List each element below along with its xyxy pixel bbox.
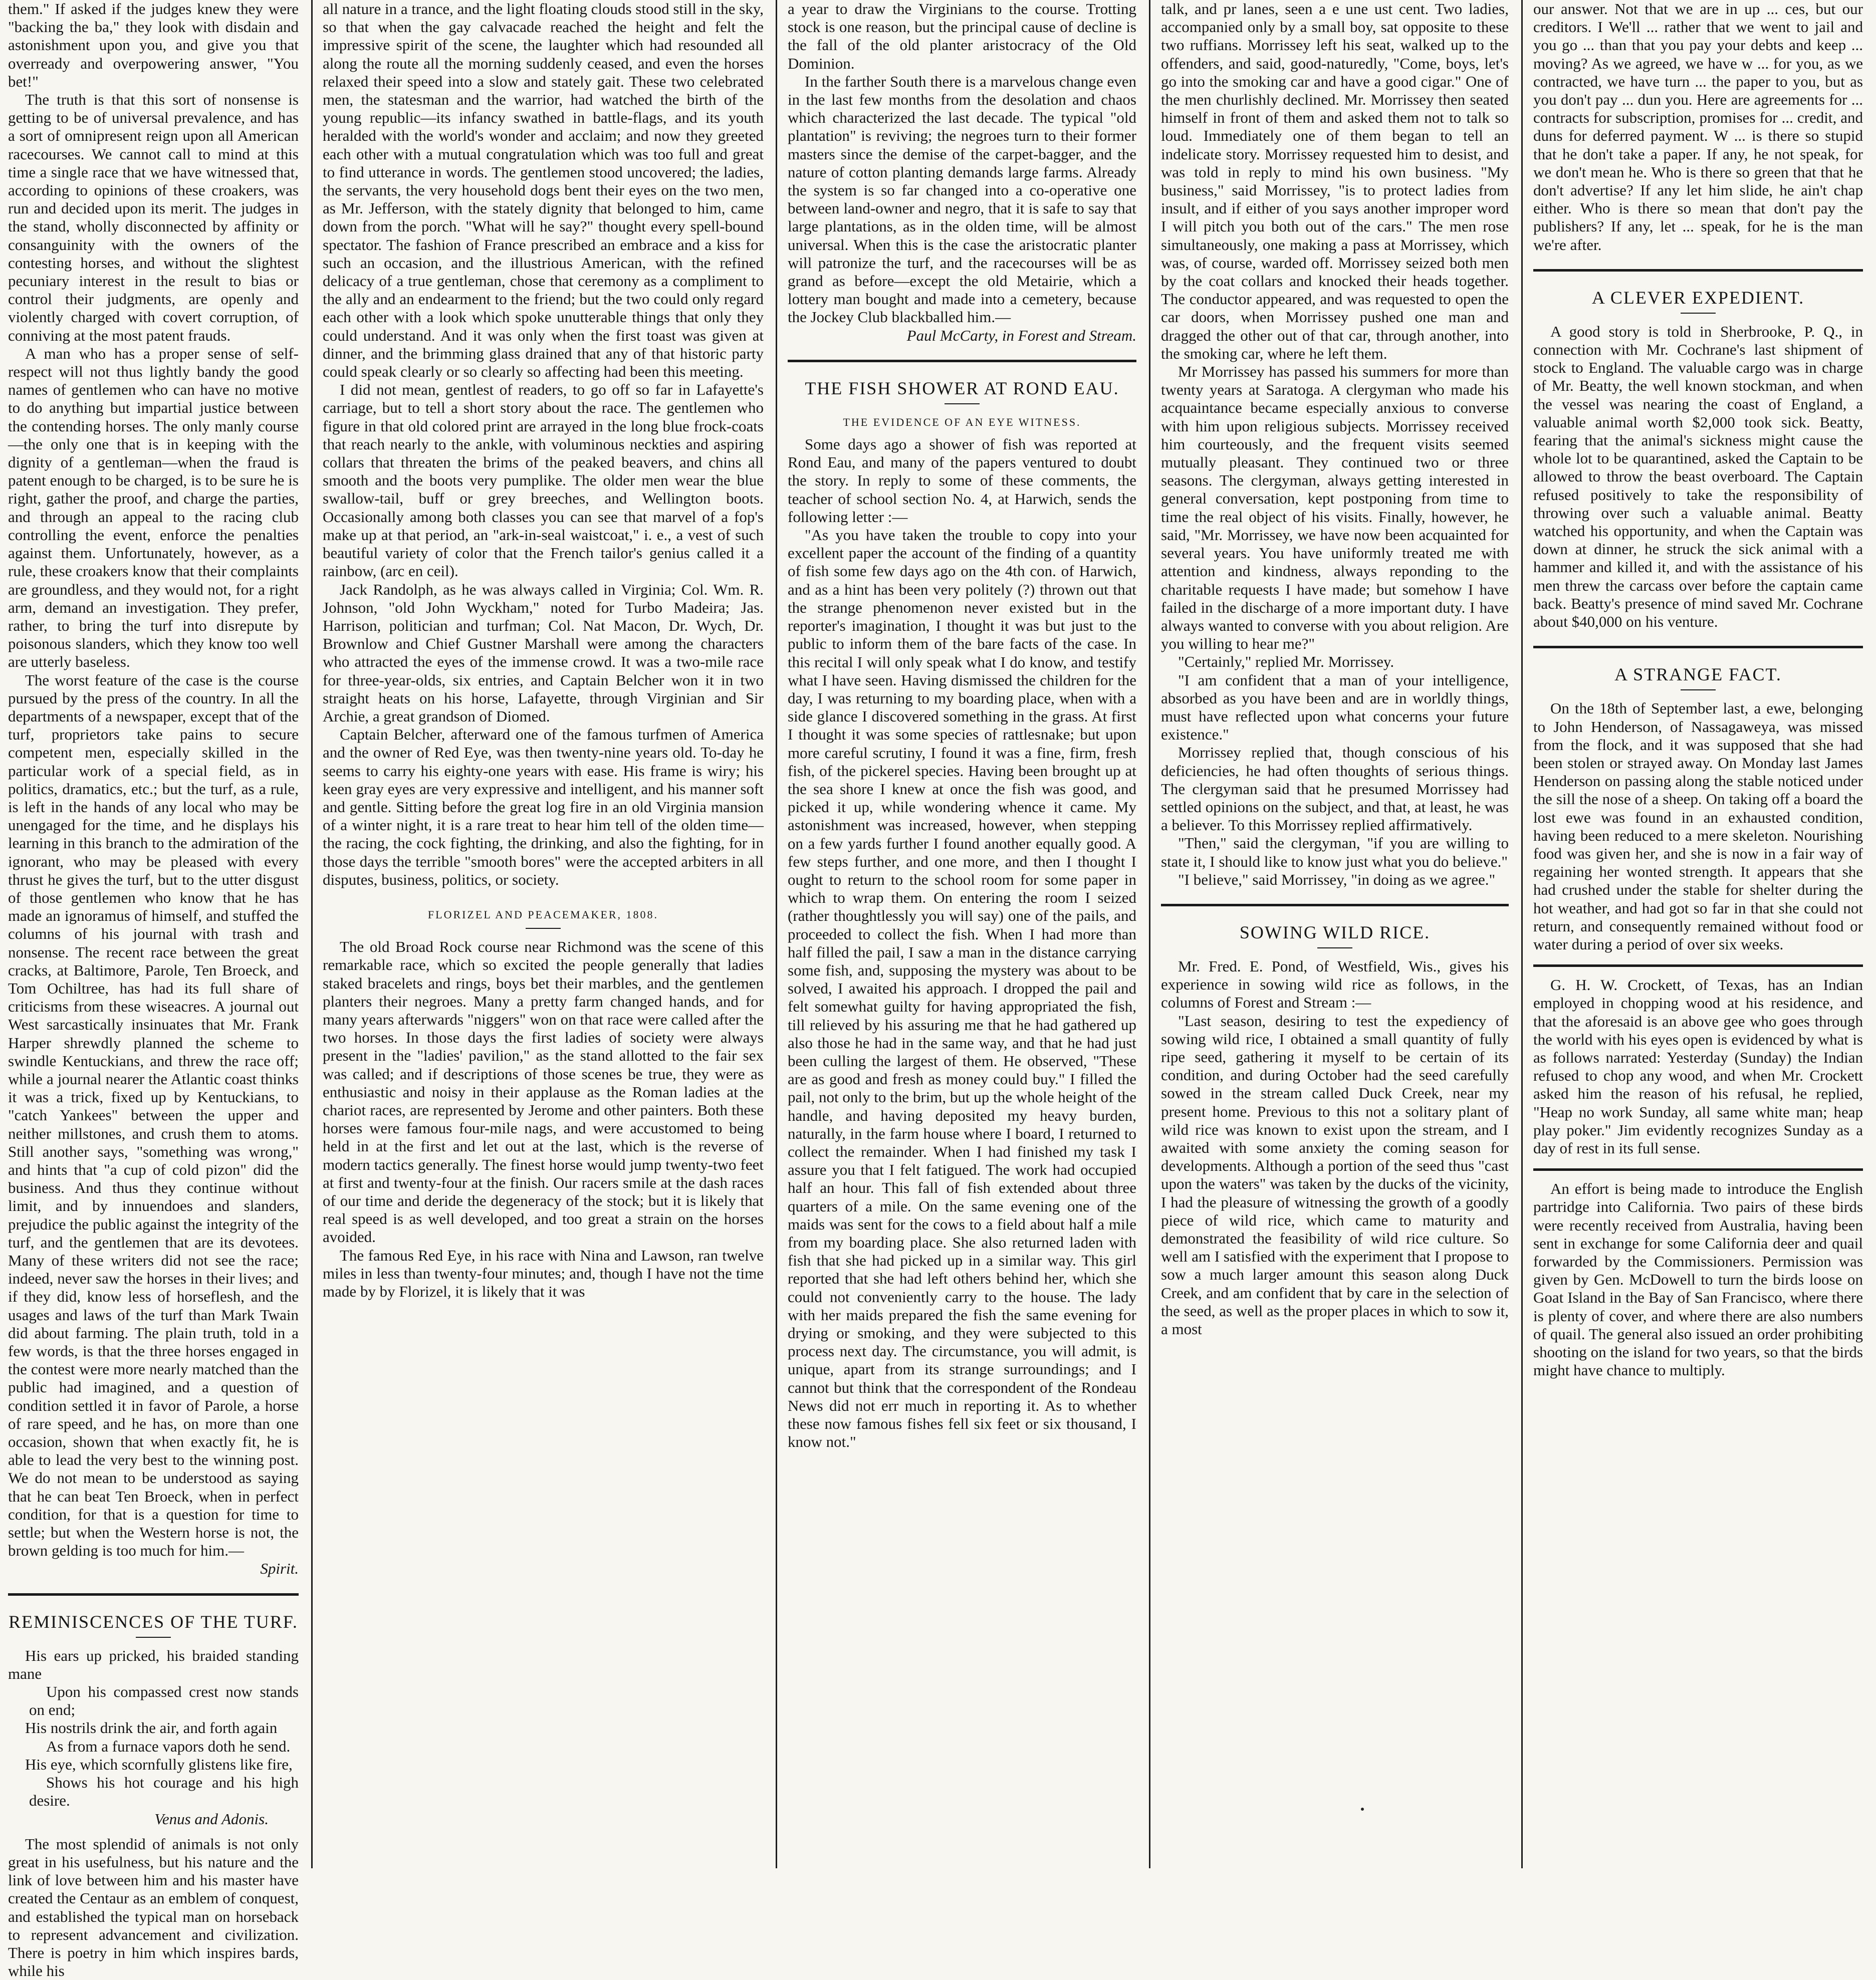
- section-divider: [1533, 269, 1863, 272]
- poem-line: As from a furnace vapors doth he send.: [46, 1737, 291, 1755]
- article-text: "I believe," said Morrissey, "in doing as we agree.": [1178, 870, 1496, 888]
- article-text: Jack Randolph, as he was always called in Virginia; Col. Wm. R. Johnson, "old John Wyckham," noted for Turbo Madeira; Jas. Harrison, politician and turfman; Col. Nat Macon, Dr. Wych, Dr. Brownlow and Chief Gustner Marshall were among the characters who attracted the eyes of the immense crowd. It was a two-mile race for three-year-olds, six entries, and Captain Belcher won it in two straight heats on his horse, Lafayette, through Virginian and Sir Archie, a great grandson of Diomed.: [323, 580, 764, 725]
- article-text: Mr Morrissey has passed his summers for more than twenty years at Saratoga. A clergyman who made his acquaintance became especially anxious to converse with him upon religious subjects. Morrissey received him courteously, and the frequent visits seemed mutually pleasant. They continued two or three seasons. The clergyman, always getting interested in general conversation, kept postponing from time to time the real object of his visits. Finally, however, he said, "Mr. Morrissey, we have now been acquainted for several years. You have uniformly treated me with attention and kindness, always reponding to the charitable requests I have made; but somehow I have failed in the discharge of a more important duty. I have always wanted to converse with you about religion. Are you willing to hear me?": [1161, 363, 1509, 653]
- article-text: Morrissey replied that, though conscious of his deficiencies, he had often thoughts of serious things. The clergyman said that he presumed Morrissey had settled opinions on the subject, and that, at least, he was a believer. To this Morrissey replied affirmatively.: [1161, 744, 1509, 834]
- article-text: The truth is that this sort of nonsense is getting to be of universal prevalence, and has a sort of omnipresent reign upon all American racecourses. We cannot call to mind at this time a single race that we have witnessed that, according to opinions of these croakers, was run and decided upon its merit. The judges in the stand, wholly disconnected by affinity or consanguinity with the owners of the contesting horses, and without the slightest pecuniary interest in the result to bias or control their judgments, are openly and violently charged with covert corruption, of conniving at the most patent frauds.: [8, 91, 299, 344]
- article-text: I did not mean, gentlest of readers, to go off so far in Lafayette's carriage, but to tell a short story about the race. The gentlemen who figure in that old colored print are arrayed in the long blue frock-coats that reach nearly to the ankle, with voluminous neckties and aspiring collars that threaten the brims of the peaked beavers, and chins all smooth and the boots very pumplike. The older men wear the blue swallow-tail, buff or grey breeches, and Wellington boots. Occasionally among both classes you can see that marvel of a fop's make up at that period, an "ark-in-seal waistcoat," i. e., a vest of such beautiful variety of color that the French tailor's genius called it a rainbow, (arc en ceil).: [323, 381, 764, 580]
- poem-line: Upon his compassed crest now stands on end;: [29, 1683, 299, 1719]
- headline-rule: [136, 1637, 171, 1638]
- ink-speck: [1361, 1808, 1364, 1811]
- article-text: A good story is told in Sherbrooke, P. Q., in connection with Mr. Cochrane's last shipment of stock to England. The valuable cargo was in charge of Mr. Beatty, the well known stockman, and when the vessel was nearing the coast of England, a valuable animal worth $2,000 took sick. Beatty, fearing that the animal's sickness might cause the whole lot to be quarantined, asked the Captain to be allowed to throw the beast overboard. The Captain refused positively to take the responsibility of throwing over such a valuable animal. Beatty watched his opportunity, and when the Captain was down at dinner, he struck the sick animal with a hammer and killed it, and with the assistance of his men threw the carcass over before the captain came back. Beatty's presence of mind saved Mr. Cochrane about $40,000 on his venture.: [1533, 322, 1863, 631]
- column-1: [0, 0, 307, 1980]
- column-rule: [776, 0, 777, 1868]
- section-divider: [1161, 904, 1509, 906]
- article-text: them." If asked if the judges knew they were "backing the ba," they look with disdain and astonishment upon you, and give you that overready and overpowering answer, "You bet!": [8, 0, 299, 90]
- article-text: a year to draw the Virginians to the course. Trotting stock is one reason, but the principal cause of decline is the fall of the old planter aristocracy of the Old Dominion.: [788, 0, 1136, 72]
- article-text: our answer. Not that we are in up ... ces, but our creditors. I We'll ... rather that we went to jail and you go ... than that you pay your debts and keep ... moving? As we agreed, we have w ... for you, as we contracted, we have turn ... the paper to you, but as you don't pay ... dun you. Here are agreements for ... contracts for subscription, promises for ... credit, and duns for deferred payment. W ... is there so stupid that he don't take a paper. If any, he not speak, for we don't mean he. Who is there so green that that he don't advertise? If any let him slide, he ain't chap either. Who is there so mean that don't pay the publishers? If any, let ... speak, for he is the man we're after.: [1533, 0, 1863, 254]
- article-text: The old Broad Rock course near Richmond was the scene of this remarkable race, which so excited the people generally that ladies staked bracelets and rings, boys bet their marbles, and the gentlemen planters their negroes. Many a pretty farm changed hands, and for many years afterwards "niggers" won on that race were called after the two horses. In those days the first ladies of society were always present in the "ladies' pavilion," as the stand allotted to the fair sex was called; and if descriptions of those scenes be true, they were as enthusiastic and noisy in their applause as the Roman ladies at the chariot races, are represented by Jerome and other painters. Both these horses were famous four-mile nags, and were accustomed to being held in at the first and let out at the last, which is the reverse of modern tactics generally. The finest horse would jump twenty-two feet at first and twenty-four at the finish. Our racers smile at the dash races of our time and deride the degeneracy of the stock; but it is likely that real speed is as well developed, and too great a strain on the horses avoided.: [323, 938, 764, 1246]
- article-text: Captain Belcher, afterward one of the famous turfmen of America and the owner of Red Eye, was then twenty-nine years old. To-day he seems to carry his eighty-one years with ease. His frame is wiry; his keen gray eyes are very expressive and intelligent, and his manner soft and gentle. Sitting before the great log fire in an old Virginia mansion of a winter night, it is a rare treat to hear him tell of the olden time—the racing, the cock fighting, the drinking, and also the fighting, for in those days the terrible "smooth bores" were the accepted arbiters in all disputes, business, politics, or society.: [323, 725, 764, 888]
- section-divider: [1533, 1168, 1863, 1171]
- section-divider: [1533, 646, 1863, 648]
- subheading-florizel: FLORIZEL AND PEACEMAKER, 1808.: [427, 908, 659, 921]
- column-rule: [1149, 0, 1150, 1868]
- article-text: "Last season, desiring to test the expediency of sowing wild rice, I obtained a small quantity of fully ripe seed, gathering it myself to be certain of its condition, and during October had the seed carefully sowed in the stream called Duck Creek, near my present home. Previous to this not a solitary plant of wild rice was known to exist upon the stream, and I awaited with some anxiety the coming season for developments. Although a portion of the seed thus "cast upon the waters" was taken by the ducks of the vicinity, I had the pleasure of witnessing the growth of a goodly piece of wild rice, which came to maturity and demonstrated the feasibility of wild rice culture. So well am I satisfied with the experiment that I propose to sow a much larger amount this season along Duck Creek, and am confident that by care in the selection of the seed, as well as the proper places in which to sow it, a most: [1161, 1012, 1509, 1338]
- section-divider: [8, 1593, 299, 1596]
- column-3: [780, 0, 1144, 1868]
- headline-clever-expedient: A CLEVER EXPEDIENT.: [1591, 287, 1805, 308]
- headline-wild-rice: SOWING WILD RICE.: [1239, 922, 1431, 942]
- headline-reminiscences: REMINISCENCES OF THE TURF.: [9, 1611, 298, 1632]
- subheading-rule: [526, 928, 561, 929]
- section-divider: [788, 360, 1136, 362]
- article-text: all nature in a trance, and the light floating clouds stood still in the sky, so that when the gay calvacade reached the height and felt the impressive spirit of the scene, the laughter which had resounded all along the route all the morning suddenly ceased, and even the horses relaxed their speed into a slow and stately gait. These two celebrated men, the statesman and the warrior, had watched the birth of the young republic—its infancy swathed in battle-flags, and its youth heralded with the world's wonder and acclaim; and now they greeted each other with a mutual congratulation which was too full and great to find utterance in words. The gentlemen stood uncovered; the ladies, the servants, the very household dogs bent their eyes on the two men, as Mr. Jefferson, with the stately dignity that belonged to him, came down from the porch. "What will he say?" thought every spell-bound spectator. The fashion of France prescribed an embrace and a kiss for such an occasion, and the illustrious American, with the refined delicacy of a true gentleman, chose that ceremony as a compliment to the ally and an endearment to the friend; but the two could only regard each other with a look which spoke unutterable things that only they could understand. And it was only when the first toast was given at dinner, and the brimming glass drained that any of that historic party could speak clearly or so clearly so affecting had been this meeting.: [323, 0, 764, 381]
- article-text: The worst feature of the case is the course pursued by the press of the country. In all the departments of a newspaper, except that of the turf, proprietors take pains to secure competent men, especially skilled in the particular work of a special field, as in politics, dramatics, etc.; but the turf, as a rule, is left in the hands of any local who may be unengaged for the time, and he displays his learning in this branch to the admiration of the ignorant, who may be pleased with every thrust he gives the turf, but to the utter disgust of those gentlemen who know that he has made an ignoramus of himself, and stuffed the columns of his journal with trash and nonsense. The recent race between the great cracks, at Baltimore, Parole, Ten Broeck, and Tom Ochiltree, has had its full share of criticisms from these wiseacres. A journal out West sarcastically insinuates that Mr. Frank Harper shrewdly planned the scheme to swindle Kentuckians, and threw the race off; while a journal nearer the Atlantic coast thinks it was a trick, fixed up by Kentuckians, to "catch Yankees" between the upper and neither millstones, and crush them to atoms. Still another says, "something was wrong," and hints that "a cup of cold pizon" did the business. And thus they continue without limit, and by innuendoes and slanders, prejudice the public against the integrity of the turf, and the gentlemen that are its devotees. Many of these writers did not see the race; indeed, never saw the horses in their lives; and if they did, know less of horseflesh, and the usages and laws of the turf than Mark Twain did about farming. The plain truth, told in a few words, is that the three horses engaged in the contest were more nearly matched than the public had imagined, and a question of condition settled it in favor of Parole, a horse of rare speed, and he has, on more than one occasion, shown that when exactly fit, he is able to lead the very best to the winning post. We do not mean to be understood as saying that he can beat Ten Broeck, when in perfect condition, for that is a question for time to settle; but when the Western horse is not, the brown gelding is too much for him.—: [8, 671, 299, 1560]
- article-text: In the farther South there is a marvelous change even in the last few months from the desolation and chaos which characterized the last decade. The typical "old plantation" is reviving; the negroes turn to their former masters since the demise of the carpet-bagger, and the nature of cotton planting demands large farms. Already the system is so far changed into a co-operative one between land-owner and negro, that it is safe to say that large plantations, as in the olden time, will be almost universal. When this is the case the aristocratic planter will patronize the turf, and the racecourses will be as grand as before—except the old Metairie, which a lottery man bought and made into a cemetery, because the Jockey Club blackballed him.—: [788, 72, 1136, 326]
- article-text: G. H. W. Crockett, of Texas, has an Indian employed in chopping wood at his residence, and that the aforesaid is an above gee who goes through the world with his eyes open is evidenced by what is as follows narrated: Yesterday (Sunday) the Indian refused to chop any wood, and when Mr. Crockett asked him the reason of his refusal, he replied, "Heap no work Sunday, all same white man; heap play poker." Jim evidently recognizes Sunday as a day of rest in its full sense.: [1533, 976, 1863, 1157]
- subheading-eye-witness: THE EVIDENCE OF AN EYE WITNESS.: [843, 415, 1081, 428]
- article-text: "As you have taken the trouble to copy into your excellent paper the account of the finding of a quantity of fish some few days ago on the 4th con. of Harwich, and as a hint has been very politely (?) thrown out that the strange phenomenon never existed but in the reporter's imagination, I thought it was but just to the public to inform them of the bare facts of the case. In this recital I will only speak what I do know, and testify what I have seen. Having dismissed the children for the day, I was returning to my boarding place, when with a side glance I discovered something in the grass. At first I thought it was some species of rattlesnake; but upon more careful scrutiny, I found it was a fine, firm, fresh fish, of the pickerel species. Having been brought up at the sea shore I knew at once the fish was good, and picked it up, while wondering whence it came. My astonishment was increased, however, when stepping on a few yards further I found another equally good. A few steps further, and one more, and then I thought I ought to return to the school room for some paper in which to wrap them. On entering the room I seized (rather thoughtlessly you will say) one of the pails, and proceeded to collect the fish. When I had more than half filled the pail, I saw a man in the distance carrying some fish, and, supposing the mystery was about to be solved, I awaited his approach. I dropped the pail and felt somewhat guilty for having appropriated the fish, till relieved by his assuring me that he had gathered up also those he had in the same way, and that he had just been culling the largest of them. He observed, "These are as good and fresh as money could buy." I filled the pail, not only to the brim, but up the whole height of the handle, and having deposited my heavy burden, naturally, in the farm house where I board, I returned to collect the remainder. When I had finished my task I assure you that I felt fatigued. The work had occupied half an hour. This fall of fish extended about three quarters of a mile. On the same evening one of the maids was sent for the cows to a field about half a mile from my boarding place. She also returned laden with fish that she had picked up in a similar way. This girl reported that she had left others behind her, which she could not conveniently carry to the house. The lady with her maids prepared the fish the same evening for drying or smoking, and they were subjected to this process next day. The circumstance, you will admit, is unique, apart from its strange surroundings; and I cannot but think that the correspondent of the Rondeau News did not err much in reporting it. As to whether these now famous fishes fell six feet or six thousand, I know not.": [788, 526, 1136, 1451]
- column-rule: [1521, 0, 1523, 1868]
- article-text: A man who has a proper sense of self-respect will not thus lightly bandy the good names of gentlemen who can have no motive to do anything but impartial justice between the contending horses. The only manly course—the only one that is in keeping with the dignity of a gentleman—when the fraud is patent enough to be charged, is to be sure he is right, gather the proof, and charge the parties, and through an appeal to the racing club controlling the event, enforce the penalties against them. Unfortunately, however, as a rule, these croakers know that their complaints are groundless, and they would not, for a right arm, demand an investigation. They prefer, rather, to bring the turf into disrepute by poisonous slanders, which they know too well are utterly baseless.: [8, 344, 299, 671]
- article-text: On the 18th of September last, a ewe, belonging to John Henderson, of Nassagaweya, was missed from the flock, and it was supposed that she had been stolen or strayed away. On Monday last James Henderson on passing along the stable noticed under the sill the nose of a sheep. On taking off a board the lost ewe was found in an exhausted condition, having been reduced to a mere skeleton. Nourishing food was given her, and she is now in a fair way of regaining her wonted strength. It appears that she had crushed under the stable for shelter during the hot weather, and had got so far in that she could not return, and consequently remained without food or water during a period of over six weeks.: [1533, 699, 1863, 953]
- article-text: Mr. Fred. E. Pond, of Westfield, Wis., gives his experience in sowing wild rice as follows, in the columns of Forest and Stream :—: [1161, 957, 1509, 1012]
- headline-rule: [1317, 947, 1352, 948]
- article-text: An effort is being made to introduce the English partridge into California. Two pairs of these birds were recently received from Australia, having been sent in exchange for some California deer and quail forwarded by the Commissioners. Permission was given by Gen. McDowell to turn the birds loose on Goat Island in the Bay of San Francisco, where there is plenty of cover, and where there are also numbers of quail. The general also issued an order prohibiting shooting on the island for two years, so that the birds might have chance to multiply.: [1533, 1180, 1863, 1379]
- poem-line: His nostrils drink the air, and forth again: [25, 1719, 278, 1737]
- column-2: [315, 0, 772, 1868]
- article-credit: Spirit.: [260, 1560, 299, 1578]
- headline-rule: [1681, 313, 1716, 314]
- column-rule: [311, 0, 313, 1868]
- article-text: The famous Red Eye, in his race with Nina and Lawson, ran twelve miles in less than twenty-four minutes; and, though I have not the time made by by Florizel, it is likely that it was: [323, 1246, 764, 1301]
- poem-credit: Venus and Adonis.: [154, 1810, 269, 1828]
- headline-fish-shower: THE FISH SHOWER AT ROND EAU.: [805, 378, 1119, 398]
- headline-rule: [1681, 689, 1716, 690]
- headline-strange-fact: A STRANGE FACT.: [1614, 664, 1782, 685]
- section-divider: [1533, 964, 1863, 967]
- poem: [8, 1647, 299, 1828]
- article-text: "Certainly," replied Mr. Morrissey.: [1178, 653, 1394, 671]
- poem-line: His ears up pricked, his braided standing mane: [8, 1646, 299, 1682]
- headline-rule: [945, 403, 980, 404]
- article-credit: Paul McCarty, in Forest and Stream.: [906, 326, 1136, 344]
- poem-line: His eye, which scornfully glistens like fire,: [25, 1755, 293, 1773]
- column-5: [1525, 0, 1871, 1868]
- article-text: The most splendid of animals is not only great in his usefulness, but his nature and the link of love between him and his master have created the Centaur as an emblem of conquest, and established the typical man on horseback to represent advancement and civilization. There is poetry in him which inspires bards, while his: [8, 1835, 299, 1980]
- poem-line: Shows his hot courage and his high desire.: [29, 1774, 299, 1810]
- article-text: Some days ago a shower of fish was reported at Rond Eau, and many of the papers ventured to doubt the story. In reply to some of these comments, the teacher of school section No. 4, at Harwich, sends the following letter :—: [788, 435, 1136, 526]
- article-text: "Then," said the clergyman, "if you are willing to state it, I should like to know just what you do believe.": [1161, 834, 1509, 870]
- article-text: talk, and pr lanes, seen a e une ust cent. Two ladies, accompanied only by a small boy, sat opposite to these two ruffians. Morrissey left his seat, walked up to the offenders, and said, good-naturedly, "Come, boys, let's go into the smoking car and have a good cigar." One of the men churlishly declined. Mr. Morrissey then seated himself in front of them and asked them not to talk so loud. Immediately one of them began to tell an indelicate story. Morrissey requested him to desist, and was told in reply to mind his own business. "My business," said Morrissey, "is to protect ladies from insult, and if either of you says another improper word I will pitch you both out of the cars." The men rose simultaneously, one making a pass at Morrissey, which was, of course, warded off. Morrissey seized both men by the coat collars and knocked their heads together. The conductor appeared, and was requested to open the car doors, when Morrissey pushed one man and dragged the other out of that car, through another, into the smoking car, where he left them.: [1161, 0, 1509, 362]
- column-4: [1153, 0, 1517, 1868]
- article-text: "I am confident that a man of your intelligence, absorbed as you have been and are in worldly things, must have reflected upon what concerns your future existence.": [1161, 671, 1509, 744]
